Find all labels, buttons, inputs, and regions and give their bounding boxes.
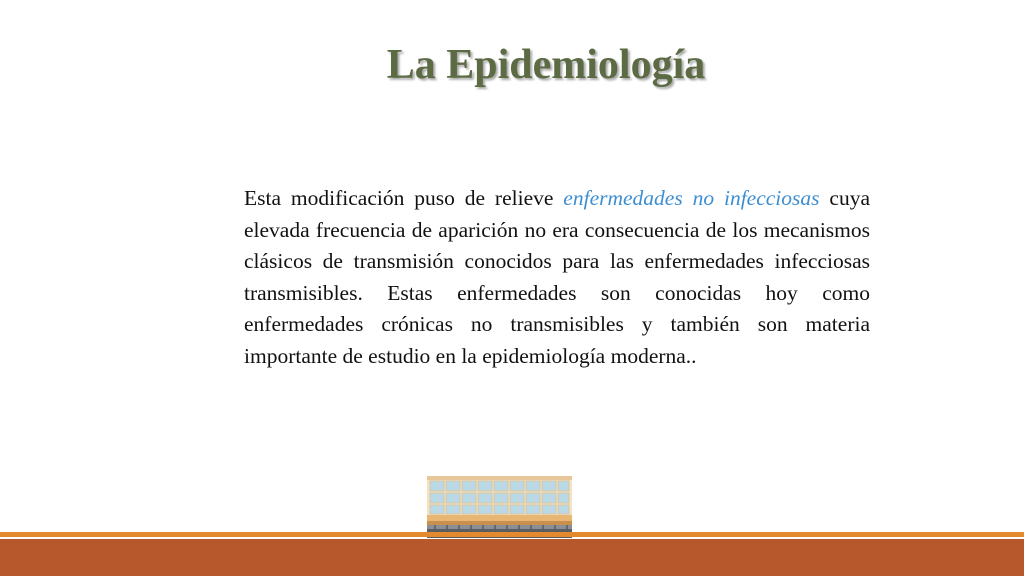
paragraph-intro: Esta modificación puso de relieve [244,186,564,210]
paragraph-rest: cuya elevada frecuencia de aparición no era consecuencia de los mecanismos clásicos de transmisión conocidos para las enfermedades infecciosas transmisibles. Estas enfermedades son conocidas hoy como enfermedades crónicas no transmisibles y también son materia importante de estudio en la epidemiología moderna.. [244,186,870,368]
paragraph-emphasis: enfermedades no infecciosas [563,186,820,210]
building-facade-icon [427,476,572,538]
bottom-band [0,539,1024,576]
body-paragraph [244,183,870,372]
slide-title: La Epidemiología [386,42,706,88]
bottom-band-accent [0,532,1024,537]
